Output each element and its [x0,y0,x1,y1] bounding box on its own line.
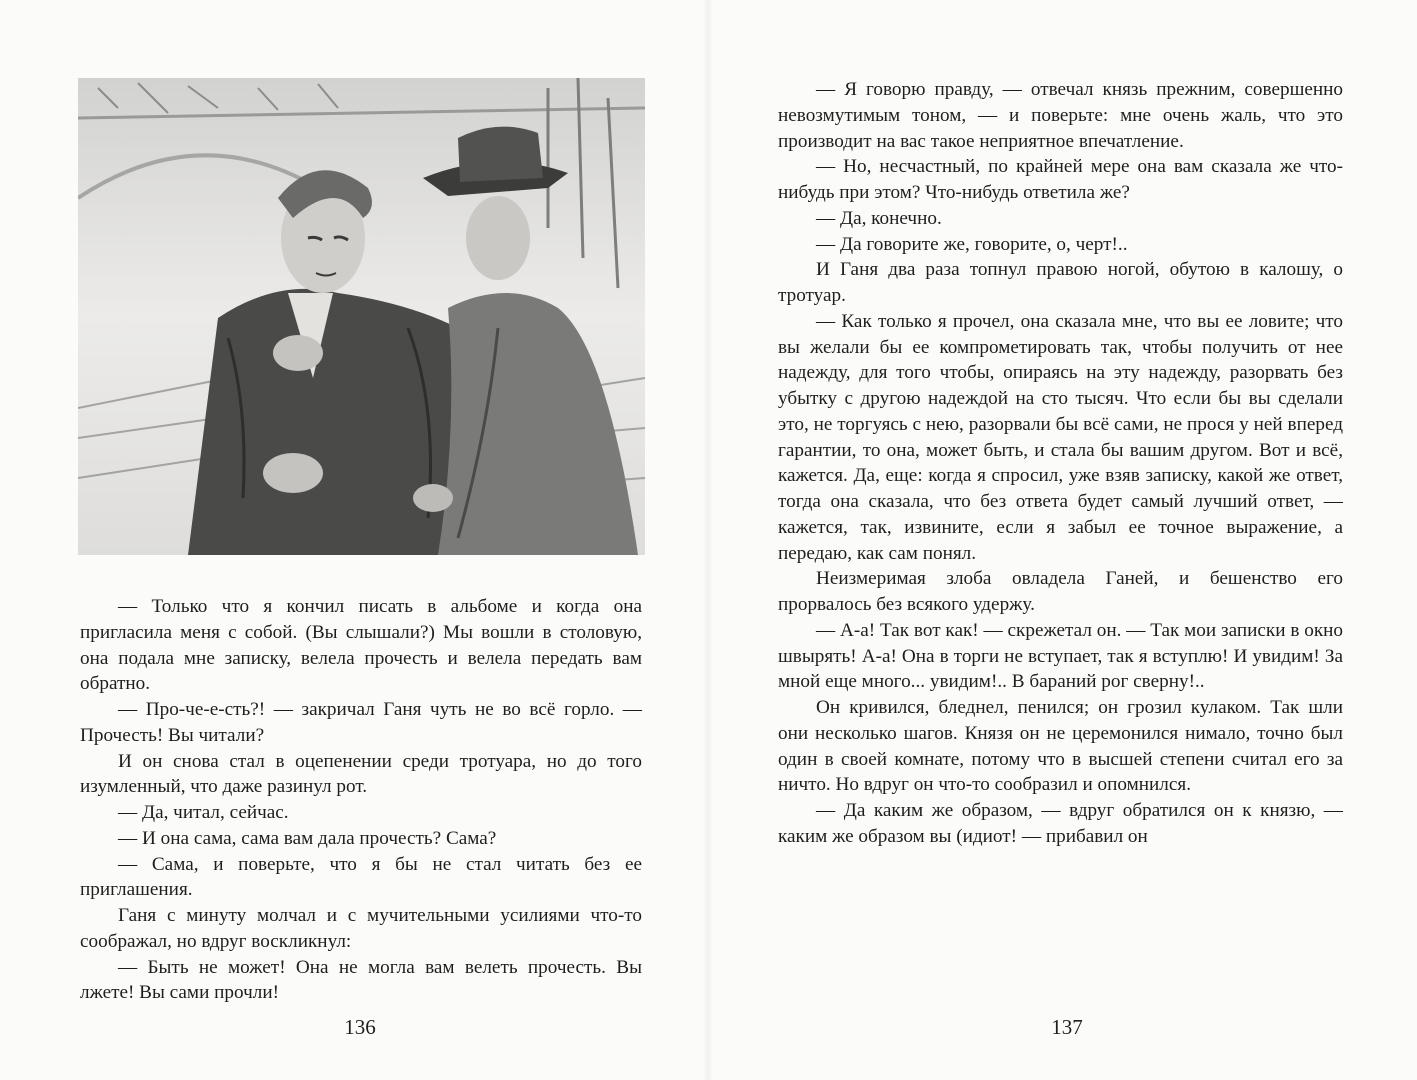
paragraph: Ганя с минуту молчал и с мучительными усилиями что-то соображал, но вдруг воскликнул: [80,905,642,952]
left-page [0,0,708,1080]
paragraph: — Но, несчастный, по крайней мере она вам сказала же что-нибудь при этом? Что-нибудь ответила же? [778,156,1343,203]
paragraph: — А-а! Так вот как! — скрежетал он. — Так мои записки в окно швырять! А-а! Она в торги не вступает, так я вступлю! И увидим! За мной еще много... увидим!.. В бараний рог сверну!.. [778,619,1343,693]
paragraph: — И она сама, сама вам дала прочесть? Сама? [118,827,497,849]
paragraph: — Да, читал, сейчас. [118,802,289,823]
engraving-two-men-illustration-icon [78,78,645,555]
right-page-text [778,77,1343,850]
page-number-right: 137 [1051,1015,1083,1039]
paragraph: И Ганя два раза топнул правою ногой, обутою в калошу, о тротуар. [778,259,1343,306]
paragraph: — Я говорю правду, — отвечал князь прежним, совершенно невозмутимым тоном, — и поверьте: мне очень жаль, что это производит на вас такое неприятное впечатление. [778,79,1343,152]
paragraph: — Да каким же образом, — вдруг обратился он к князю, — каким же образом вы (идиот! — прибавил он [778,800,1343,847]
paragraph: Неизмеримая злоба овладела Ганей, и бешенство его прорвалось без всякого удержу. [778,568,1343,615]
paragraph: — Да говорите же, говорите, о, черт!.. [816,233,1128,255]
page-number-left: 136 [344,1015,376,1039]
right-page [708,0,1417,1080]
paragraph: Он кривился, бледнел, пенился; он грозил кулаком. Так шли они несколько шагов. Князя он не церемонился нимало, точно был один в своей комнате, потому что в высшей степени считал его за ничто. Но вдруг он что-то сообразил и опомнился. [778,697,1343,796]
paragraph: — Да, конечно. [816,207,942,229]
paragraph: И он снова стал в оцепенении среди тротуара, но до того изумленный, что даже разинул рот. [80,750,642,798]
left-page-text [80,594,642,1006]
illustration [78,78,645,555]
paragraph: — Сама, и поверьте, что я бы не стал читать без ее приглашения. [80,853,642,901]
paragraph: — Быть не может! Она не могла вам велеть прочесть. Вы лжете! Вы сами прочли! [80,956,642,1004]
paragraph: — Только что я кончил писать в альбоме и когда она пригласила меня с собой. (Вы слышали?) Мы вошли в столовую, она подала мне записку, велела прочесть и велела передать вам обратно. [80,596,642,695]
paragraph: — Про-че-е-сть?! — закричал Ганя чуть не во всё горло. — Прочесть! Вы читали? [80,699,642,746]
paragraph: — Как только я прочел, она сказала мне, что вы ее ловите; что вы желали бы ее компрометировать так, чтобы получить от нее надежду, для того чтобы, опираясь на эту надежду, разорвать без убытку с другою надеждой на сто тысяч. Что если бы вы сделали это, не торгуясь с нею, разорвали бы всё сами, не прося у ней вперед гарантии, то она, может быть, и стала бы вашим другом. Вот и всё, кажется. Да, еще: когда я спросил, уже взяв записку, какой же ответ, тогда она сказала, что без ответа будет самый лучший ответ, — кажется, так, извините, если я забыл ее точное выражение, а передаю, как сам понял. [778,310,1343,564]
